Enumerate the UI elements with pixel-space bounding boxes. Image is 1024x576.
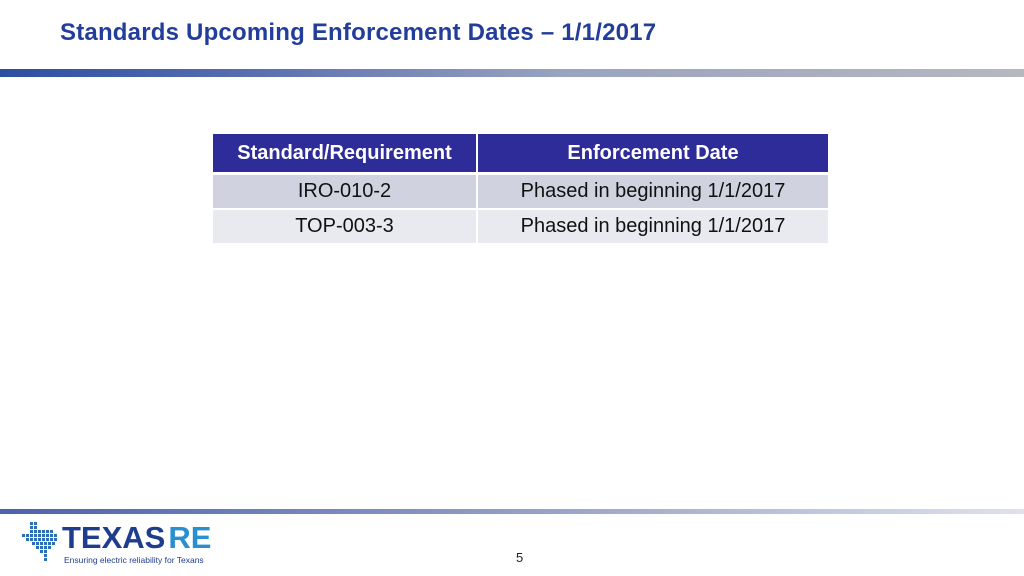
cell-standard: IRO-010-2 bbox=[213, 174, 477, 210]
logo-wordmark-re: RE bbox=[168, 520, 212, 555]
slide-title: Standards Upcoming Enforcement Dates – 1/1/2017 bbox=[60, 19, 657, 46]
page-number: 5 bbox=[516, 550, 524, 565]
texas-re-logo bbox=[22, 520, 212, 564]
table-row bbox=[213, 174, 828, 210]
enforcement-table bbox=[213, 134, 828, 243]
cell-enforcement-date: Phased in beginning 1/1/2017 bbox=[477, 174, 828, 210]
column-header-enforcement-date: Enforcement Date bbox=[477, 134, 828, 174]
title-divider bbox=[0, 69, 1024, 77]
logo-wordmark-texas: TEXAS bbox=[62, 520, 166, 555]
cell-enforcement-date: Phased in beginning 1/1/2017 bbox=[477, 209, 828, 243]
logo-tagline: Ensuring electric reliability for Texans bbox=[64, 555, 204, 565]
column-header-standard: Standard/Requirement bbox=[213, 134, 477, 174]
table-header-row bbox=[213, 134, 828, 174]
table-row bbox=[213, 209, 828, 243]
texas-map-icon bbox=[22, 520, 62, 564]
cell-standard: TOP-003-3 bbox=[213, 209, 477, 243]
logo-wordmark bbox=[62, 522, 211, 554]
footer-divider bbox=[0, 509, 1024, 514]
